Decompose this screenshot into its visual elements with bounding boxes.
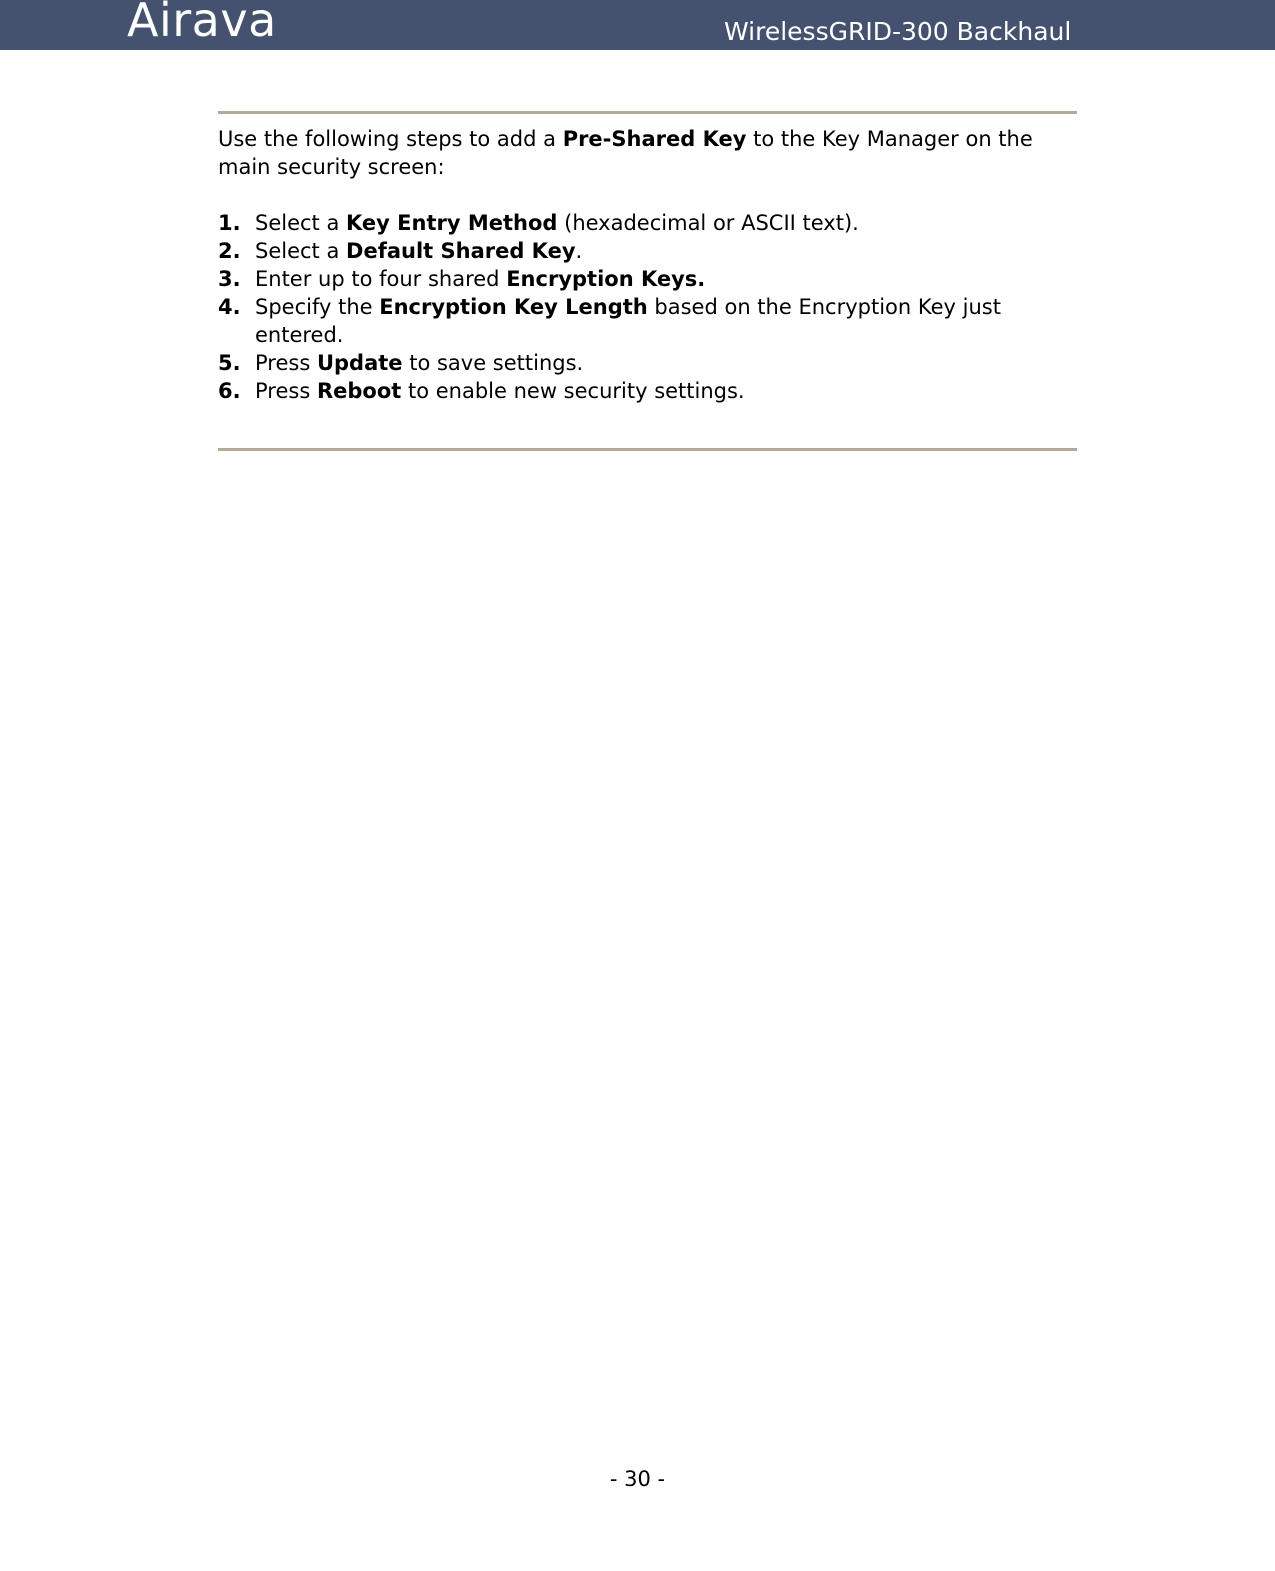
step-text-pre: Specify the <box>255 295 380 319</box>
intro-text-bold: Pre-Shared Key <box>562 127 747 151</box>
step-text-post: . <box>575 239 583 263</box>
step-text <box>255 349 1088 377</box>
page-number: - 30 - <box>609 1467 666 1491</box>
main-content <box>218 125 1088 405</box>
step-text-bold: Reboot <box>316 379 402 403</box>
step-text <box>255 237 1088 265</box>
intro-text-pre: Use the following steps to add a <box>218 127 563 151</box>
list-item <box>218 293 1088 349</box>
step-text-pre: Enter up to four shared <box>255 267 507 291</box>
step-text-pre: Press <box>255 351 317 375</box>
brand-logo-text: Airava <box>127 0 277 47</box>
list-item <box>218 265 1088 293</box>
step-number: 5. <box>218 351 241 375</box>
step-text-pre: Select a <box>255 211 347 235</box>
step-text-bold: Key Entry Method <box>346 211 558 235</box>
product-name: WirelessGRID-300 Backhaul <box>724 17 1072 46</box>
step-number: 2. <box>218 239 241 263</box>
list-item <box>218 209 1088 237</box>
step-text-post: based on the Encryption Key just entered. <box>255 295 1001 347</box>
list-item <box>218 377 1088 405</box>
step-text <box>255 265 1088 293</box>
step-text-post: to enable new security settings. <box>401 379 745 403</box>
intro-text-post: to the Key Manager on the main security screen: <box>218 127 1033 179</box>
step-text-post: (hexadecimal or ASCII text). <box>557 211 859 235</box>
step-text <box>255 377 1088 405</box>
step-number: 6. <box>218 379 241 403</box>
list-item <box>218 349 1088 377</box>
page-header <box>0 0 1275 50</box>
top-divider <box>218 111 1077 114</box>
intro-paragraph <box>218 125 1088 181</box>
step-number: 1. <box>218 211 241 235</box>
steps-list <box>218 209 1088 405</box>
step-text-bold: Default Shared Key <box>346 239 576 263</box>
step-number: 4. <box>218 295 241 319</box>
list-item <box>218 237 1088 265</box>
bottom-divider <box>218 448 1077 451</box>
step-number: 3. <box>218 267 241 291</box>
step-text <box>255 293 1088 349</box>
step-text-bold: Update <box>316 351 403 375</box>
step-text-bold: Encryption Keys. <box>506 267 706 291</box>
step-text-pre: Select a <box>255 239 347 263</box>
step-text <box>255 209 1088 237</box>
step-text-post: to save settings. <box>402 351 584 375</box>
step-text-bold: Encryption Key Length <box>379 295 648 319</box>
step-text-pre: Press <box>255 379 317 403</box>
